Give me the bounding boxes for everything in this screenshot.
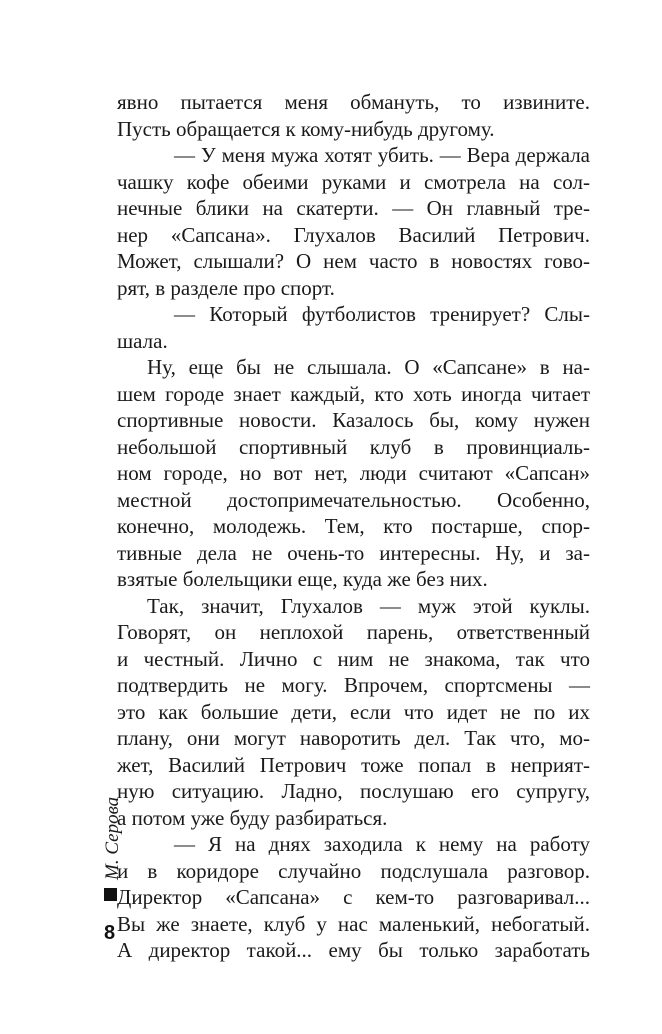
text-line: — Который футболистов тренирует? Слы-	[174, 302, 590, 326]
text-line: конечно, молодежь. Тем, кто постарше, спор-	[117, 514, 590, 538]
text-line: — Я на днях заходила к нему на работу	[174, 832, 590, 856]
text-line: Ну, еще бы не слышала. О «Сапсане» в на-	[147, 355, 590, 379]
text-line: и в коридоре случайно подслушала разговор.	[117, 858, 590, 883]
text-line: шала.	[117, 328, 168, 353]
text-line: ную ситуацию. Ладно, послушаю его супругу,	[117, 779, 590, 803]
text-line: ном городе, но вот нет, люди считают «Сапсан»	[117, 461, 590, 485]
text-line: Вы же знаете, клуб у нас маленький, небогатый.	[117, 911, 590, 936]
text-line: это как большие дети, если что идет не по их	[117, 699, 590, 724]
text-line: небольшой спортивный клуб в провинциаль-	[117, 434, 590, 459]
text-line: плану, они могут наворотить дел. Так что, мо-	[117, 726, 590, 750]
text-line: явно пытается меня обмануть, то извините.	[117, 90, 590, 114]
text-line: жет, Василий Петрович тоже попал в неприят-	[117, 752, 590, 777]
text-line: Директор «Сапсана» с кем-то разговаривал...	[117, 885, 590, 909]
text-line: А директор такой... ему бы только заработать	[117, 938, 590, 962]
text-line: тивные дела не очень-то интересны. Ну, и за-	[117, 540, 590, 565]
decorative-square-icon	[104, 888, 117, 901]
text-line: — У меня мужа хотят убить. — Вера держала	[174, 143, 590, 167]
text-line: Говорят, он неплохой парень, ответственный	[117, 620, 590, 644]
text-line: Так, значит, Глухалов — муж этой куклы.	[147, 593, 590, 618]
text-line: а потом уже буду разбираться.	[117, 805, 388, 830]
page-body-text	[117, 89, 590, 964]
text-line: нечные блики на скатерти. — Он главный тре-	[117, 196, 590, 220]
text-line: рят, в разделе про спорт.	[117, 275, 335, 300]
text-line: подтвердить не могу. Впрочем, спортсмены —	[117, 673, 590, 697]
text-line: спортивные новости. Казалось бы, кому нужен	[117, 408, 590, 432]
running-header-author: М. Серова	[102, 796, 123, 880]
text-line: Может, слышали? О нем часто в новостях гово-	[117, 249, 590, 273]
text-line: местной достопримечательностью. Особенно,	[117, 487, 590, 512]
text-line: чашку кофе обеими руками и смотрела на сол-	[117, 169, 590, 194]
text-line: Пусть обращается к кому-нибудь другому.	[117, 116, 495, 141]
text-line: взятые болельщики еще, куда же без них.	[117, 567, 488, 591]
text-line: нер «Сапсана». Глухалов Василий Петрович.	[117, 222, 590, 247]
text-line: и честный. Лично с ним не знакома, так что	[117, 646, 590, 671]
page-number: 8	[104, 922, 116, 944]
text-line: шем городе знает каждый, кто хоть иногда читает	[117, 381, 590, 406]
